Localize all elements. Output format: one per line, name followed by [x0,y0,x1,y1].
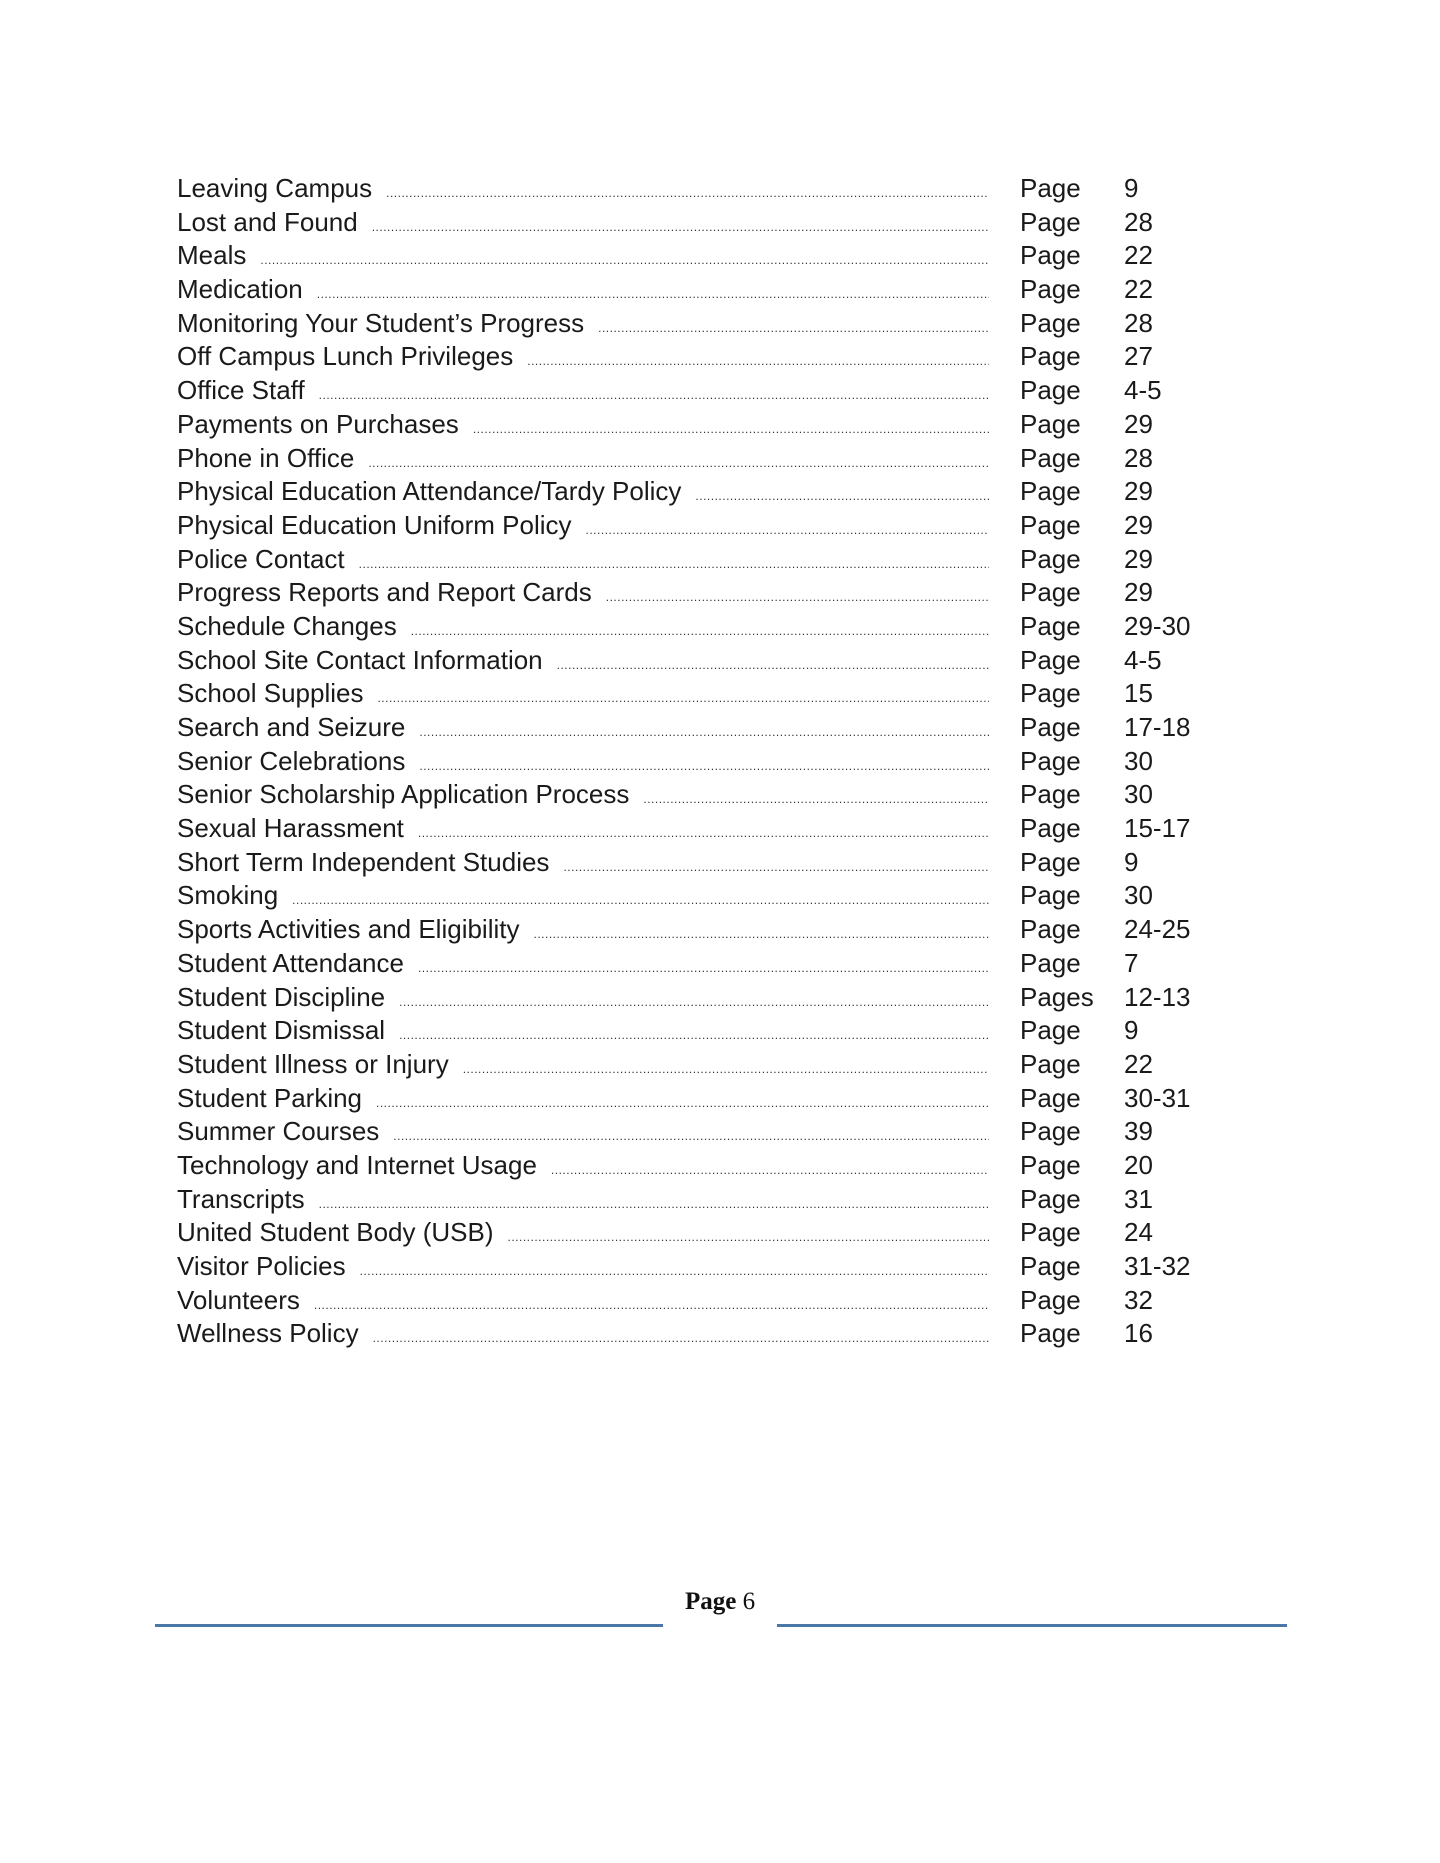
toc-entry[interactable] [177,711,1227,745]
toc-entry-page-number: 29 [1124,476,1153,507]
toc-entry-title: United Student Body (USB) [177,1217,494,1248]
toc-entry-title: Volunteers [177,1284,300,1315]
toc-entry-page-label: Page [1020,1251,1081,1281]
toc-entry[interactable] [177,1183,1227,1217]
toc-entry-page-number: 22 [1124,1048,1153,1079]
toc-entry[interactable] [177,1250,1227,1284]
toc-entry[interactable] [177,913,1227,947]
toc-entry-page-label: Page [1020,712,1081,742]
toc-entry[interactable] [177,846,1227,880]
toc-entry-title: Student Dismissal [177,1015,386,1046]
toc-entry-title: Medication [177,274,303,305]
page-number-label: Page [684,1588,737,1615]
toc-entry-page-label: Page [1020,1284,1081,1315]
toc-entry[interactable] [177,576,1227,610]
toc-entry[interactable] [177,812,1227,846]
toc-entry-page-label: Page [1020,1217,1081,1248]
toc-entry-page-number: 29 [1124,509,1153,540]
toc-entry-title: Senior Celebrations [177,745,406,776]
toc-entry-page-label: Page [1020,914,1081,945]
toc-entry-page-number: 30 [1124,745,1153,776]
toc-entry[interactable] [177,745,1227,779]
toc-entry-page-label: Pages [1020,981,1094,1012]
toc-entry-title: Wellness Policy [177,1318,359,1349]
dot-leader [373,1322,989,1356]
toc-entry-page-label: Page [1020,442,1081,473]
footer-rule-right [777,1624,1287,1627]
toc-entry-page-label: Page [1020,678,1081,709]
page-number [663,1588,777,1616]
toc-entry-title: Lost and Found [177,206,358,237]
toc-entry[interactable] [177,1082,1227,1116]
toc-entry-page-label: Page [1020,341,1081,372]
toc-entry-title: Physical Education Uniform Policy [177,509,572,540]
toc-entry[interactable] [177,442,1227,476]
toc-entry-page-number: 29 [1124,408,1153,439]
toc-entry-page-number: 29 [1124,577,1153,608]
toc-entry-page-number: 28 [1124,206,1153,237]
toc-entry[interactable] [177,677,1227,711]
toc-entry-page-label: Page [1020,610,1081,641]
toc-entry-page-number: 28 [1124,307,1153,338]
toc-entry-page-number: 30-31 [1124,1082,1191,1113]
toc-entry-title: Progress Reports and Report Cards [177,577,592,608]
toc-entry-title: School Site Contact Information [177,644,543,675]
toc-entry-page-number: 22 [1124,240,1153,271]
toc-entry-page-label: Page [1020,408,1081,439]
toc-entry-page-number: 39 [1124,1116,1153,1147]
toc-entry-page-label: Page [1020,779,1081,810]
toc-entry-page-label: Page [1020,240,1081,271]
toc-entry-title: Sexual Harassment [177,813,404,844]
toc-entry-page-number: 15-17 [1124,813,1191,844]
toc-entry[interactable] [177,1284,1227,1318]
toc-entry-page-label: Page [1020,1318,1081,1349]
toc-entry-page-label: Page [1020,509,1081,540]
toc-entry-page-number: 12-13 [1124,981,1191,1012]
toc-entry-page-label: Page [1020,1116,1081,1147]
toc-entry-title: Visitor Policies [177,1251,346,1281]
toc-entry[interactable] [177,778,1227,812]
toc-entry-page-label: Page [1020,644,1081,675]
toc-entry[interactable] [177,239,1227,273]
toc-entry-page-number: 27 [1124,341,1153,372]
toc-entry[interactable] [177,610,1227,644]
toc-entry[interactable] [177,1216,1227,1250]
toc-entry-page-number: 7 [1124,947,1139,978]
toc-entry-title: Summer Courses [177,1116,380,1147]
toc-entry-page-label: Page [1020,307,1081,338]
toc-entry-title: School Supplies [177,678,364,709]
toc-entry-title: Student Illness or Injury [177,1048,449,1079]
toc-entry[interactable] [177,947,1227,981]
toc-entry-page-label: Page [1020,375,1081,406]
toc-entry[interactable] [177,879,1227,913]
toc-entry-page-label: Page [1020,947,1081,978]
toc-entry[interactable] [177,1115,1227,1149]
toc-entry[interactable] [177,1149,1227,1183]
page-number-value: 6 [742,1588,756,1615]
toc-entry-page-label: Page [1020,1082,1081,1113]
toc-entry[interactable] [177,475,1227,509]
toc-entry-title: Meals [177,240,247,271]
toc-entry-page-label: Page [1020,173,1081,203]
toc-entry[interactable] [177,340,1227,374]
toc-entry-page-label: Page [1020,745,1081,776]
toc-entry-title: Senior Scholarship Application Process [177,779,630,810]
toc-entry-page-label: Page [1020,274,1081,305]
toc-entry-page-number: 24 [1124,1217,1153,1248]
toc-entry-page-label: Page [1020,1183,1081,1214]
page-footer [155,1588,1287,1628]
toc-entry-page-number: 9 [1124,846,1139,877]
toc-entry[interactable] [177,1014,1227,1048]
toc-entry-page-number: 17-18 [1124,712,1191,742]
toc-entry-page-number: 22 [1124,274,1153,305]
toc-entry-page-label: Page [1020,1149,1081,1180]
footer-rule-left [155,1624,663,1627]
toc-entry-page-number: 30 [1124,880,1153,911]
toc-entry-title: Leaving Campus [177,173,373,203]
toc-entry-page-number: 28 [1124,442,1153,473]
toc-entry-page-number: 20 [1124,1149,1153,1180]
toc-entry-page-label: Page [1020,577,1081,608]
toc-entry-title: Short Term Independent Studies [177,846,550,877]
toc-entry-page-number: 15 [1124,678,1153,709]
toc-entry-title: Payments on Purchases [177,408,459,439]
toc-entry[interactable] [177,1317,1227,1351]
toc-entry-title: Phone in Office [177,442,355,473]
toc-entry[interactable] [177,981,1227,1015]
toc-entry-title: Off Campus Lunch Privileges [177,341,514,372]
toc-entry-title: Student Attendance [177,947,404,978]
toc-entry[interactable] [177,206,1227,240]
toc-entry-page-label: Page [1020,1015,1081,1046]
toc-entry-page-label: Page [1020,1048,1081,1079]
toc-entry[interactable] [177,408,1227,442]
toc-entry-page-number: 9 [1124,1015,1139,1046]
toc-entry[interactable] [177,273,1227,307]
toc-entry-title: Student Parking [177,1082,363,1113]
toc-entry-page-number: 24-25 [1124,914,1191,945]
toc-entry-page-number: 9 [1124,173,1139,203]
toc-entry-title: Police Contact [177,543,345,574]
table-of-contents [177,172,1227,1351]
toc-entry-page-number: 31 [1124,1183,1153,1214]
toc-title-wrap [177,1317,989,1356]
toc-entry-title: Technology and Internet Usage [177,1149,537,1180]
toc-entry-title: Student Discipline [177,981,386,1012]
toc-entry-title: Search and Seizure [177,712,406,742]
toc-entry[interactable] [177,543,1227,577]
toc-entry[interactable] [177,1048,1227,1082]
toc-entry-page-number: 29-30 [1124,610,1191,641]
toc-entry-title: Monitoring Your Student’s Progress [177,307,585,338]
toc-entry-page-label: Page [1020,813,1081,844]
toc-entry-page-label: Page [1020,206,1081,237]
toc-entry-page-number: 29 [1124,543,1153,574]
toc-entry[interactable] [177,172,1227,206]
toc-entry-page-number: 32 [1124,1284,1153,1315]
toc-entry-title: Sports Activities and Eligibility [177,914,520,945]
toc-entry[interactable] [177,374,1227,408]
toc-entry-page-number: 16 [1124,1318,1153,1349]
toc-entry-page-label: Page [1020,476,1081,507]
toc-entry-page-number: 4-5 [1124,375,1162,406]
toc-entry-page-label: Page [1020,846,1081,877]
toc-entry-page-number: 4-5 [1124,644,1162,675]
toc-entry-page-label: Page [1020,880,1081,911]
toc-entry-page-number: 31-32 [1124,1251,1191,1281]
toc-entry-title: Smoking [177,880,279,911]
toc-entry-page-label: Page [1020,543,1081,574]
toc-entry-title: Schedule Changes [177,610,397,641]
toc-entry[interactable] [177,509,1227,543]
toc-entry[interactable] [177,307,1227,341]
toc-entry-page-number: 30 [1124,779,1153,810]
toc-entry-title: Transcripts [177,1183,305,1214]
toc-entry-title: Office Staff [177,375,305,406]
toc-entry[interactable] [177,644,1227,678]
toc-entry-title: Physical Education Attendance/Tardy Policy [177,476,682,507]
